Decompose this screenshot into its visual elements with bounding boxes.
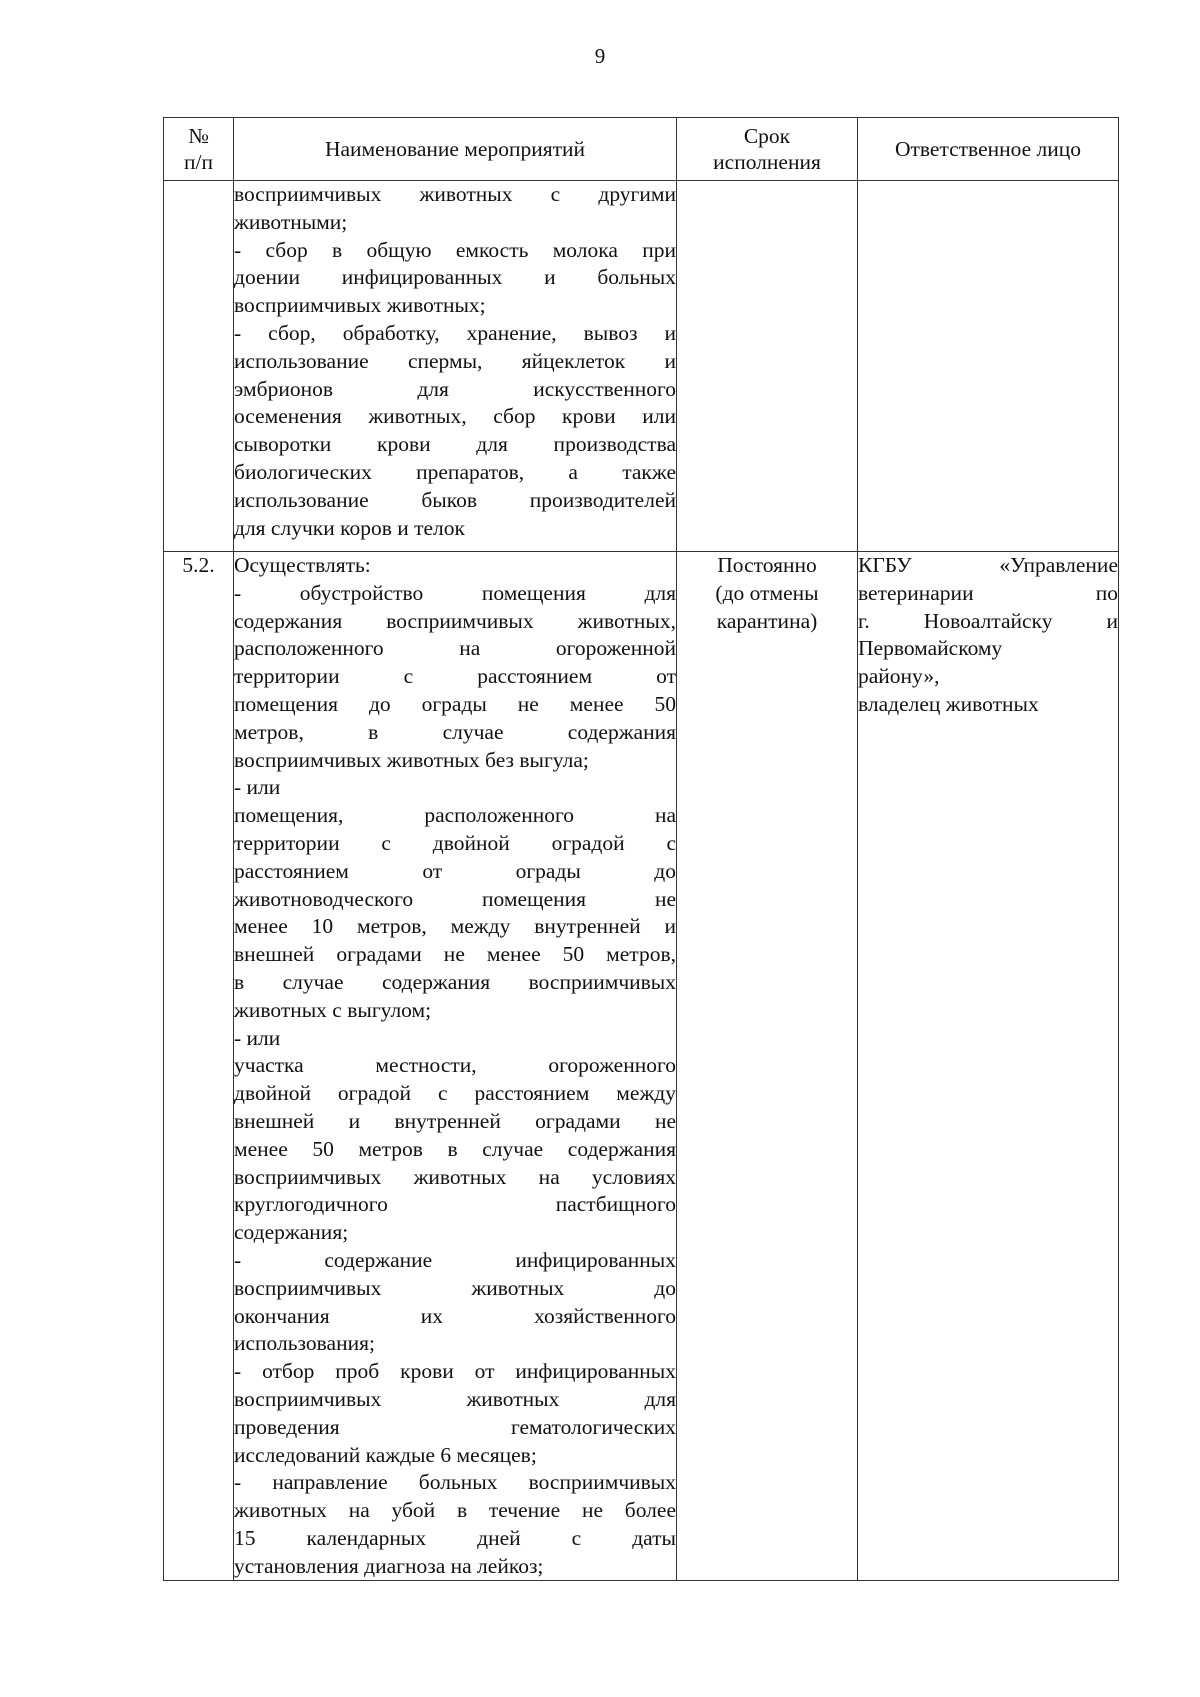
text-line: помещения, расположенного на <box>234 803 676 828</box>
text-line: внешней и внутренней оградами не <box>234 1108 676 1133</box>
text-line: Осуществлять: <box>234 553 371 577</box>
text-line: восприимчивых животных без выгула; <box>234 747 589 772</box>
text-line: - направление больных восприимчивых <box>234 1470 676 1495</box>
text-line: животных с выгулом; <box>234 997 432 1022</box>
text-line: району», <box>858 664 940 689</box>
text-line: для случки коров и телок <box>234 515 465 540</box>
text-line: животноводческого помещения не <box>234 886 676 911</box>
text-line: ветеринарии по <box>858 580 1118 605</box>
text-line: помещения до ограды не менее 50 <box>234 691 676 716</box>
text-line: Первомайскому <box>858 636 1003 661</box>
text-line: (до отмены <box>715 580 819 605</box>
text-line: 15 календарных дней с даты <box>234 1525 676 1550</box>
text-line: установления диагноза на лейкоз; <box>234 1553 544 1578</box>
text-line: в случае содержания восприимчивых <box>234 969 676 994</box>
measure-text <box>234 552 677 1581</box>
text-line: - обустройство помещения для <box>234 580 676 605</box>
text-line: расстоянием от ограды до <box>234 858 676 883</box>
text-line: животных на убой в течение не более <box>234 1498 676 1523</box>
header-name: Наименование мероприятий <box>234 118 677 181</box>
text-line: восприимчивых животных до <box>234 1275 676 1300</box>
text-line: проведения гематологических <box>234 1414 676 1439</box>
text-line: менее 10 метров, между внутренней и <box>234 914 676 939</box>
page-number: 9 <box>594 44 606 68</box>
table-row <box>164 181 1119 552</box>
text-line: владелец животных <box>858 691 1039 716</box>
text-line: биологических препаратов, а также <box>234 459 676 484</box>
text-line: КГБУ «Управление <box>858 553 1118 577</box>
text-line: - сбор, обработку, хранение, вывоз и <box>234 320 676 345</box>
text-line: исследований каждые 6 месяцев; <box>234 1442 537 1467</box>
text-line: эмбрионов для искусственного <box>234 376 676 401</box>
text-line: животными; <box>234 209 348 234</box>
text-line: территории с расстоянием от <box>234 664 676 689</box>
text-line: доении инфицированных и больных <box>234 265 676 290</box>
text-line: восприимчивых животных для <box>234 1386 676 1411</box>
text-line: сыворотки крови для производства <box>234 432 676 457</box>
row-num <box>164 181 234 552</box>
header-num-line: № <box>188 124 209 148</box>
text-line: территории с двойной оградой с <box>234 830 676 855</box>
text-line: восприимчивых животных на условиях <box>234 1164 676 1189</box>
text-line: окончания их хозяйственного <box>234 1303 676 1328</box>
text-line: содержания; <box>234 1220 349 1245</box>
header-term-line: исполнения <box>713 150 821 174</box>
row-responsible <box>858 181 1119 552</box>
text-line: менее 50 метров в случае содержания <box>234 1136 676 1161</box>
text-line: - или <box>234 775 281 800</box>
text-line: Постоянно <box>717 553 817 577</box>
measure-text <box>234 181 677 552</box>
text-line: содержания восприимчивых животных, <box>234 608 676 633</box>
table-header-row <box>164 118 1119 181</box>
text-line: внешней оградами не менее 50 метров, <box>234 942 676 967</box>
text-line: восприимчивых животных; <box>234 293 486 318</box>
text-line: участка местности, огороженного <box>234 1053 676 1078</box>
text-line: г. Новоалтайску и <box>858 608 1118 633</box>
text-line: двойной оградой с расстоянием между <box>234 1081 676 1106</box>
header-term <box>677 118 858 181</box>
row-num: 5.2. <box>164 552 234 1581</box>
row-responsible <box>858 552 1119 1581</box>
text-line: использование быков производителей <box>234 487 676 512</box>
text-line: круглогодичного пастбищного <box>234 1192 676 1217</box>
text-line: восприимчивых животных с другими <box>234 182 676 206</box>
text-line: расположенного на огороженной <box>234 636 676 661</box>
text-line: - сбор в общую емкость молока при <box>234 237 676 262</box>
header-num <box>164 118 234 181</box>
measures-table <box>163 117 1119 1581</box>
text-line: - содержание инфицированных <box>234 1247 676 1272</box>
text-line: - отбор проб крови от инфицированных <box>234 1359 676 1384</box>
text-line: карантина) <box>716 608 818 633</box>
header-responsible: Ответственное лицо <box>858 118 1119 181</box>
text-line: метров, в случае содержания <box>234 719 676 744</box>
table-row <box>164 552 1119 1581</box>
row-term <box>677 552 858 1581</box>
text-line: осеменения животных, сбор крови или <box>234 404 676 429</box>
text-line: использование спермы, яйцеклеток и <box>234 348 676 373</box>
row-term <box>677 181 858 552</box>
text-line: использования; <box>234 1331 375 1356</box>
header-term-line: Срок <box>743 124 791 148</box>
header-num-line: п/п <box>184 150 213 174</box>
text-line: - или <box>234 1025 281 1050</box>
